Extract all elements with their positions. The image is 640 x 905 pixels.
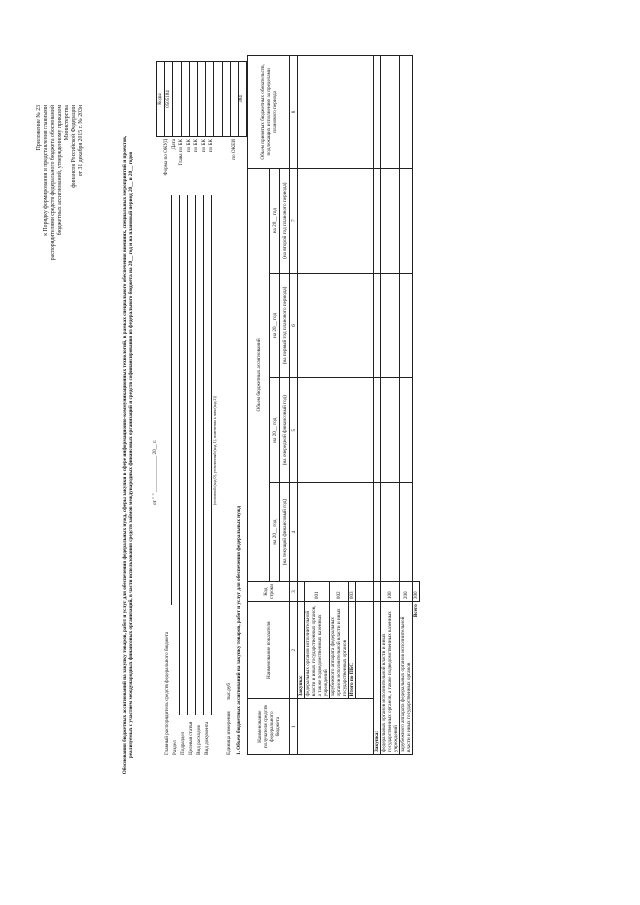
date-line: от " " ______________ 20__ г. — [152, 439, 158, 505]
title-line: Обоснования бюджетных ассигнований на закупку товаров, работ и услуг для обеспечения федеральных нужд, сферы закупки в сфере информационно-коммуникационных технологий, в рамках специального обеспечения внешних, специальных мероприятий и проектов, — [122, 135, 128, 775]
label-vid: Вид расходов — [196, 725, 202, 755]
col-num: 5 — [290, 378, 298, 483]
col-num: 3 — [290, 582, 298, 602]
row-label: Закупка: — [298, 602, 305, 699]
col-header-pokaz: Наименование показателя — [248, 602, 290, 699]
row-code — [298, 582, 305, 602]
vid-doc-hint: (основной (код 0), уточненный (код 1), изменения к ним (код 2)) — [212, 395, 217, 505]
label-cel: Целевая статья — [188, 721, 194, 755]
code-value — [214, 62, 222, 137]
col-header-oblig: Объем принятых бюджетных обязательств, подлежащих исполнению за пределами планового периода — [248, 56, 290, 169]
code-value — [222, 62, 230, 137]
code-label: по БК — [185, 139, 192, 153]
label-grbs: Главный распорядитель средств федерального бюджета — [164, 631, 170, 755]
code-value — [197, 62, 205, 137]
code-label: Дата — [170, 139, 177, 150]
row-code: 001 — [305, 582, 330, 602]
row-label: зарубежного аппарата федеральных органов исполнительной власти и иных государственных органов — [330, 602, 349, 699]
budget-table — [247, 55, 420, 755]
ed-value: тыс.руб — [226, 682, 232, 700]
appendix-line: от 31 декабря 2015 г. № 203н — [78, 105, 84, 177]
code-label: Глава по БК — [178, 139, 184, 166]
code-value — [206, 62, 214, 137]
row-code: 100 — [381, 582, 400, 602]
row-label: федеральных органов исполнительной власти и иных государственных органов, а также подведомственных казенных учреждений — [305, 602, 330, 699]
col-header-y1: на 20__ год — [270, 378, 280, 483]
appendix-block — [36, 105, 85, 265]
label-vid-doc: Вид документа — [204, 721, 210, 755]
row-label: Итого по ПБС — [349, 602, 356, 699]
col-sub-y3: (на второй год планового периода) — [280, 168, 290, 273]
appendix-line: распорядителями средств федерального бюджета обоснований — [50, 105, 56, 261]
field-line-grbs — [171, 195, 172, 605]
col-header-budget: Объем бюджетных ассигнований — [248, 168, 270, 581]
row-label: зарубежного аппарата федеральных органов исполнительной власти и иных государственных органов — [400, 602, 413, 755]
code-label: по БК — [208, 139, 214, 153]
col-sub-y1: (на очередной финансовый год) — [280, 378, 290, 483]
code-label: по ОКЕИ — [230, 139, 237, 160]
col-header-code: Код строки — [248, 582, 290, 602]
row-code: 300 — [413, 582, 420, 602]
label-ed: Единица измерения — [226, 711, 232, 755]
row-label: Закупка: — [374, 602, 381, 755]
col-num: 7 — [290, 168, 298, 273]
col-num: 6 — [290, 273, 298, 378]
appendix-line: финансов Российской Федерации — [71, 105, 77, 188]
cell-grbs-empty — [298, 699, 374, 755]
col-header-grbs: Наименование получателя средств федерального бюджета — [248, 699, 290, 755]
label-podrazdel: Подраздел — [180, 731, 186, 755]
row-code-empty — [356, 582, 374, 602]
code-value — [173, 62, 181, 137]
col-num: 2 — [290, 602, 298, 699]
codes-header: Коды — [157, 62, 165, 137]
col-header-y2: на 20__ год — [270, 273, 280, 378]
row-code: 002 — [330, 582, 349, 602]
col-num: 8 — [290, 56, 298, 169]
col-header-y3: на 20__ год — [270, 168, 280, 273]
appendix-line: к Порядку формирования и представления главными — [43, 105, 49, 236]
codes-labels — [156, 139, 236, 225]
appendix-line: бюджетных ассигнований, утвержденному приказом Министерства — [57, 105, 70, 236]
code-label: по БК — [200, 139, 207, 153]
code-value — [181, 62, 189, 137]
code-value — [230, 62, 238, 137]
document-title — [122, 125, 135, 785]
row-label-total: Всего — [413, 604, 420, 618]
col-header-y0: на 20__ год — [270, 483, 280, 582]
code-value — [189, 62, 197, 137]
title-line: реализуемых с участием международных финансовых организаций, в части использования средств займов международных финансовых организаций и средств софинансирования из федерального бюджета на 20__ год и на плановый период 20__ и 20__ годов — [128, 151, 135, 759]
field-line-podrazdel — [187, 195, 188, 715]
code-value: 0505184 — [165, 62, 173, 137]
row-code: 003 — [349, 582, 356, 602]
col-num: 4 — [290, 483, 298, 582]
row-code: 200 — [400, 582, 413, 602]
codes-table — [156, 61, 247, 137]
col-num: 1 — [290, 699, 298, 755]
field-line-cel — [195, 195, 196, 715]
label-razdel: Раздел — [172, 740, 178, 755]
appendix-line: Приложение № 23 — [36, 105, 42, 151]
code-label: Форма по ОКУД — [163, 139, 169, 176]
code-label: по БК — [193, 139, 199, 153]
row-label-empty — [356, 602, 374, 699]
col-sub-y0: (на текущий финансовый год) — [280, 483, 290, 582]
col-sub-y2: (на первый год планового периода) — [280, 273, 290, 378]
field-line-vid — [203, 195, 204, 715]
code-value: 384 — [238, 62, 246, 137]
section-title: 1. Объем бюджетных ассигнований на закупку товаров, работ и услуг для обеспечения федеральных нужд — [236, 505, 242, 755]
row-label: федеральных органов исполнительной власти и иных государственных органов, а также подведомственных казенных учреждений — [381, 602, 400, 755]
field-line-razdel — [179, 195, 180, 715]
